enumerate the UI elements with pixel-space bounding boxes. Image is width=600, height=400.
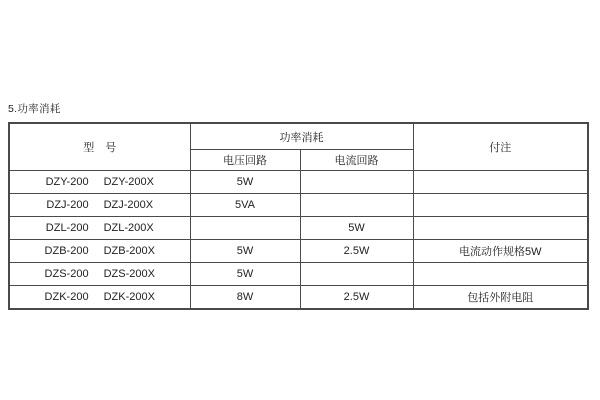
model-cell — [9, 286, 190, 310]
model-name: DZY-200 — [45, 176, 89, 188]
note-value: 包括外附电阻 — [413, 286, 588, 310]
header-power-consumption: 功率消耗 — [190, 123, 413, 150]
model-cell — [9, 263, 190, 286]
current-value: 5W — [300, 217, 413, 240]
power-consumption-table — [8, 122, 589, 310]
voltage-value: 8W — [190, 286, 300, 310]
model-name-x: DZY-200X — [103, 176, 154, 188]
header-voltage-circuit: 电压回路 — [190, 150, 300, 171]
note-value — [413, 194, 588, 217]
voltage-value: 5VA — [190, 194, 300, 217]
model-name-x: DZJ-200X — [103, 199, 154, 211]
model-name-x: DZB-200X — [103, 245, 155, 257]
table-row-dzb — [9, 240, 588, 263]
table-row-dzl — [9, 217, 588, 240]
model-name-x: DZL-200X — [103, 222, 154, 234]
current-value: 2.5W — [300, 286, 413, 310]
header-current-circuit: 电流回路 — [300, 150, 413, 171]
note-value — [413, 217, 588, 240]
model-name-x: DZK-200X — [103, 291, 155, 303]
model-cell — [9, 194, 190, 217]
current-value — [300, 263, 413, 286]
table-row-dzy — [9, 171, 588, 194]
note-value: 电流动作规格5W — [413, 240, 588, 263]
note-value — [413, 263, 588, 286]
header-model: 型 号 — [9, 123, 190, 171]
voltage-value: 5W — [190, 263, 300, 286]
header-notes: 付注 — [413, 123, 588, 171]
table-row-dzs — [9, 263, 588, 286]
current-value — [300, 194, 413, 217]
section-title: 5.功率消耗 — [8, 103, 61, 115]
current-value: 2.5W — [300, 240, 413, 263]
model-name: DZJ-200 — [46, 199, 89, 211]
model-name-x: DZS-200X — [103, 268, 155, 280]
voltage-value: 5W — [190, 240, 300, 263]
header-row-top — [9, 123, 588, 150]
current-value — [300, 171, 413, 194]
note-value — [413, 171, 588, 194]
voltage-value: 5W — [190, 171, 300, 194]
model-name: DZB-200 — [44, 245, 89, 257]
table-row-dzk — [9, 286, 588, 310]
model-cell — [9, 240, 190, 263]
model-name: DZS-200 — [44, 268, 89, 280]
model-name: DZL-200 — [45, 222, 89, 234]
model-name: DZK-200 — [44, 291, 89, 303]
table-row-dzj — [9, 194, 588, 217]
model-cell — [9, 217, 190, 240]
model-cell — [9, 171, 190, 194]
voltage-value — [190, 217, 300, 240]
